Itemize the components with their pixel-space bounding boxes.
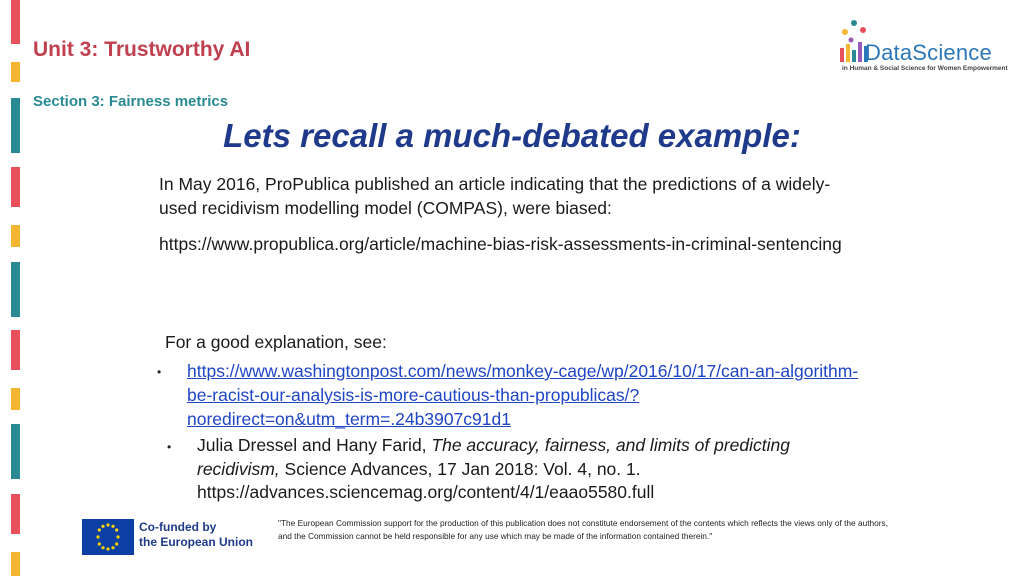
- reference-authors: Julia Dressel and Hany Farid,: [197, 435, 432, 455]
- unit-title: Unit 3: Trustworthy AI: [33, 38, 251, 61]
- propublica-url: https://www.propublica.org/article/machine-bias-risk-assessments-in-criminal-sentencing: [159, 234, 842, 254]
- stripe: [11, 0, 20, 44]
- section-title: Section 3: Fairness metrics: [33, 93, 229, 110]
- bullet-icon: •: [157, 365, 162, 379]
- stripe: [11, 330, 20, 370]
- washingtonpost-link[interactable]: https://www.washingtonpost.com/news/monkey-cage/wp/2016/10/17/can-an-algorithm-be-racist-our-analysis-is-more-cautious-than-propublicas/?noredirect=on&utm_term=.24b3907c91d1: [187, 361, 859, 429]
- logo-tagline: in Human & Social Science for Women Empowerment: [842, 65, 1008, 72]
- propublica-paragraph: In May 2016, ProPublica published an article indicating that the predictions of a widely-used recidivism modelling model (COMPAS), were biased:: [159, 174, 831, 218]
- stripe: [11, 494, 20, 534]
- stripe: [11, 225, 20, 247]
- reference-title: The accuracy, fairness, and limits of predicting recidivism,: [197, 435, 790, 479]
- slide-heading: Lets recall a much-debated example:: [223, 117, 801, 154]
- explanation-intro: For a good explanation, see:: [165, 332, 387, 352]
- eu-stars-icon: [82, 519, 134, 555]
- stripe: [11, 388, 20, 410]
- datascience-logo: [835, 18, 1010, 78]
- eu-flag: [82, 519, 134, 555]
- eu-cofunded-label: [139, 520, 253, 550]
- bullet-icon: •: [167, 440, 172, 454]
- stripe: [11, 424, 20, 479]
- eu-line-2: the European Union: [139, 535, 253, 549]
- stripe: [11, 167, 20, 207]
- reference-url: https://advances.sciencemag.org/content/4/1/eaao5580.full: [197, 482, 655, 502]
- dressel-farid-reference: [197, 434, 867, 505]
- stripe: [11, 62, 20, 82]
- stripe: [11, 262, 20, 317]
- logo-wordmark: DataScience: [865, 40, 992, 65]
- stripe: [11, 552, 20, 576]
- eu-disclaimer: "The European Commission support for the production of this publication does not constitute endorsement of the contents which reflects the views only of the authors, and the Commission cannot be held responsible for any use which may be made of the information contained therein.": [278, 518, 888, 541]
- eu-line-1: Co-funded by: [139, 520, 217, 534]
- reference-journal: Science Advances, 17 Jan 2018: Vol. 4, no. 1.: [279, 458, 641, 479]
